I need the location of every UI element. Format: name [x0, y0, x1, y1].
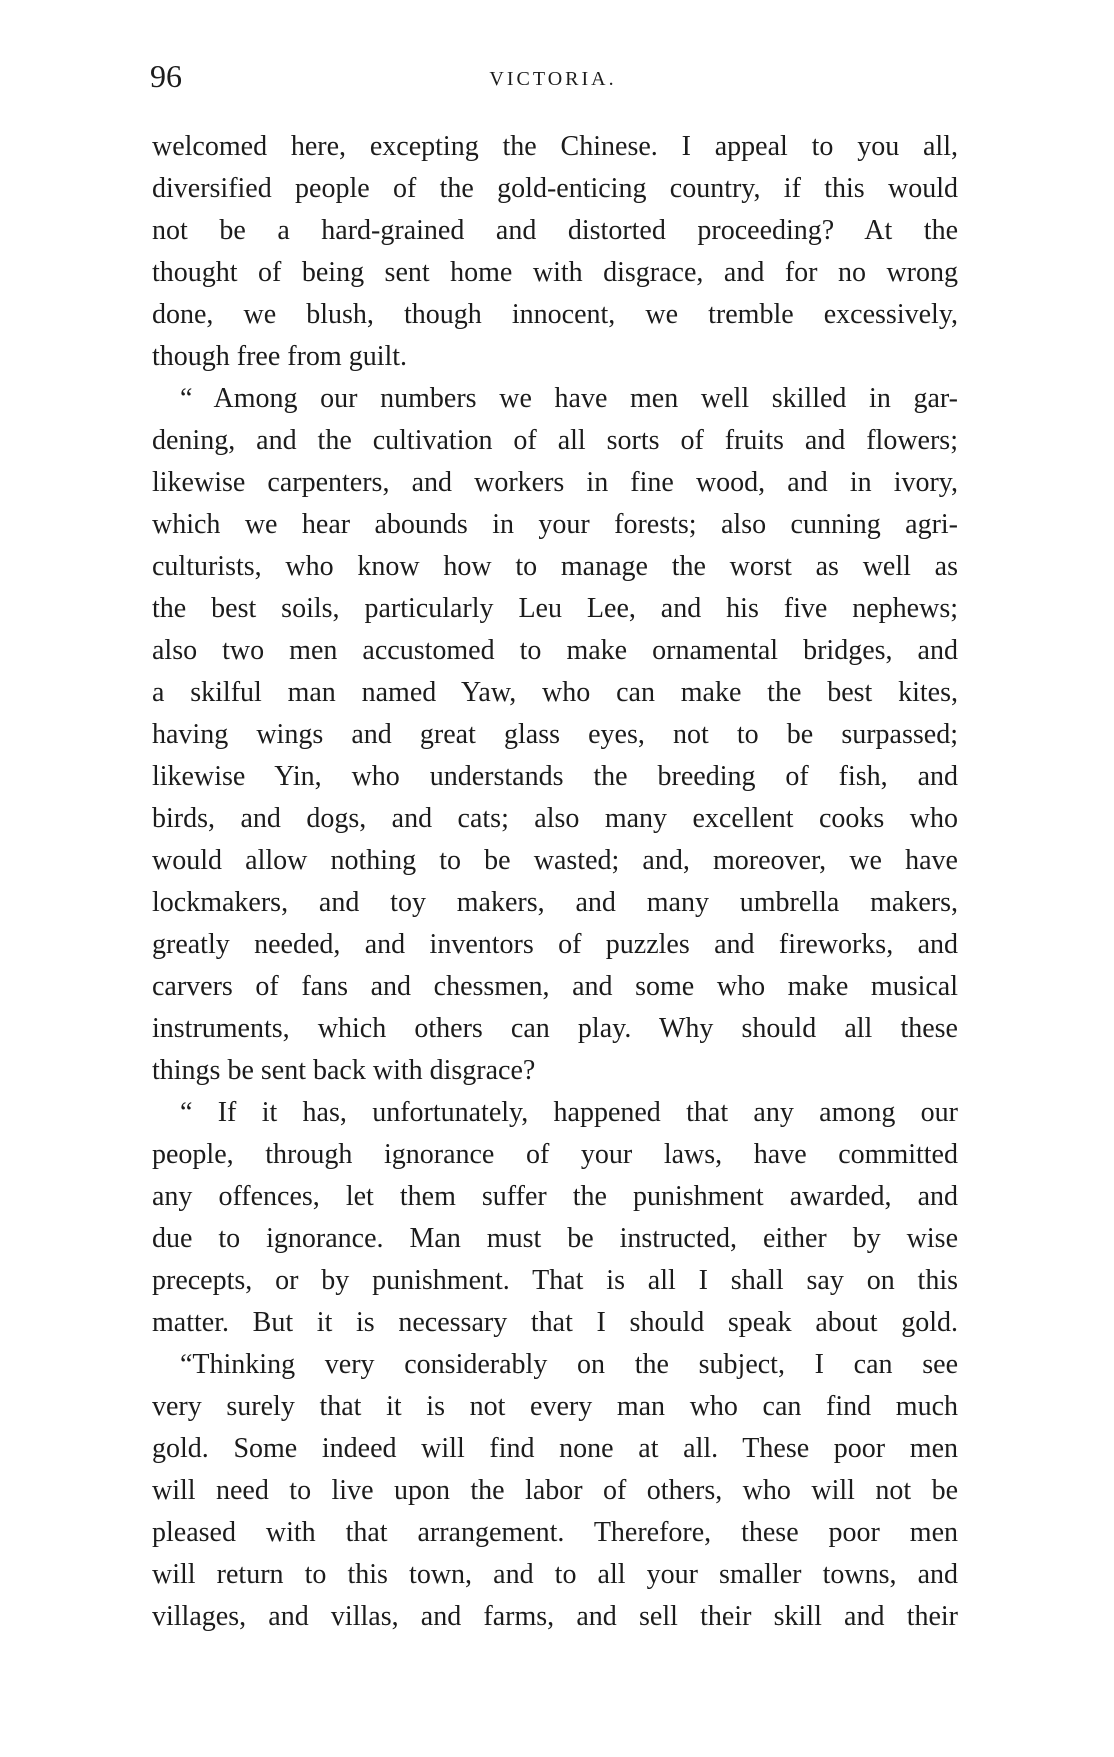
text-line: due to ignorance. Man must be instructed, either by wise — [152, 1223, 958, 1254]
text-line: villages, and villas, and farms, and sell their skill and their — [152, 1601, 958, 1632]
text-line: greatly needed, and inventors of puzzles and fireworks, and — [152, 929, 958, 960]
text-line: precepts, or by punishment. That is all I shall say on this — [152, 1265, 958, 1296]
text-line: gold. Some indeed will find none at all. These poor men — [152, 1433, 958, 1464]
text-line: which we hear abounds in your forests; also cunning agri- — [152, 509, 958, 540]
text-line: instruments, which others can play. Why should all these — [152, 1013, 958, 1044]
text-line: welcomed here, excepting the Chinese. I appeal to you all, — [152, 131, 958, 162]
text-line: birds, and dogs, and cats; also many excellent cooks who — [152, 803, 958, 834]
text-line: will return to this town, and to all your smaller towns, and — [152, 1559, 958, 1590]
text-line: a skilful man named Yaw, who can make the best kites, — [152, 677, 958, 708]
text-line: culturists, who know how to manage the worst as well as — [152, 551, 958, 582]
body-text — [152, 126, 958, 1638]
text-line: matter. But it is necessary that I should speak about gold. — [152, 1307, 958, 1338]
text-line: “ If it has, unfortunately, happened that any among our — [180, 1097, 958, 1128]
text-line: any offences, let them suffer the punishment awarded, and — [152, 1181, 958, 1212]
text-line: very surely that it is not every man who can find much — [152, 1391, 958, 1422]
text-line: “Thinking very considerably on the subject, I can see — [180, 1349, 958, 1380]
text-line: pleased with that arrangement. Therefore, these poor men — [152, 1517, 958, 1548]
text-line: likewise Yin, who understands the breeding of fish, and — [152, 761, 958, 792]
text-line: will need to live upon the labor of others, who will not be — [152, 1475, 958, 1506]
text-line: would allow nothing to be wasted; and, moreover, we have — [152, 845, 958, 876]
text-line: not be a hard-grained and distorted proceeding? At the — [152, 215, 958, 246]
text-line: diversified people of the gold-enticing country, if this would — [152, 173, 958, 204]
text-line: done, we blush, though innocent, we tremble excessively, — [152, 299, 958, 330]
text-line: the best soils, particularly Leu Lee, and his five nephews; — [152, 593, 958, 624]
text-line: people, through ignorance of your laws, have committed — [152, 1139, 958, 1170]
text-line: thought of being sent home with disgrace, and for no wrong — [152, 257, 958, 288]
text-line: dening, and the cultivation of all sorts of fruits and flowers; — [152, 425, 958, 456]
text-line: having wings and great glass eyes, not to be surpassed; — [152, 719, 958, 750]
text-line: also two men accustomed to make ornamental bridges, and — [152, 635, 958, 666]
text-line: though free from guilt. — [152, 341, 408, 372]
text-line: lockmakers, and toy makers, and many umbrella makers, — [152, 887, 958, 918]
page-number: 96 — [150, 58, 182, 94]
text-line: carvers of fans and chessmen, and some who make musical — [152, 971, 958, 1002]
page-header — [150, 56, 956, 96]
running-title: VICTORIA. — [489, 68, 617, 90]
text-line: likewise carpenters, and workers in fine wood, and in ivory, — [152, 467, 958, 498]
text-line: “ Among our numbers we have men well skilled in gar- — [180, 383, 958, 414]
text-line: things be sent back with disgrace? — [152, 1055, 536, 1086]
